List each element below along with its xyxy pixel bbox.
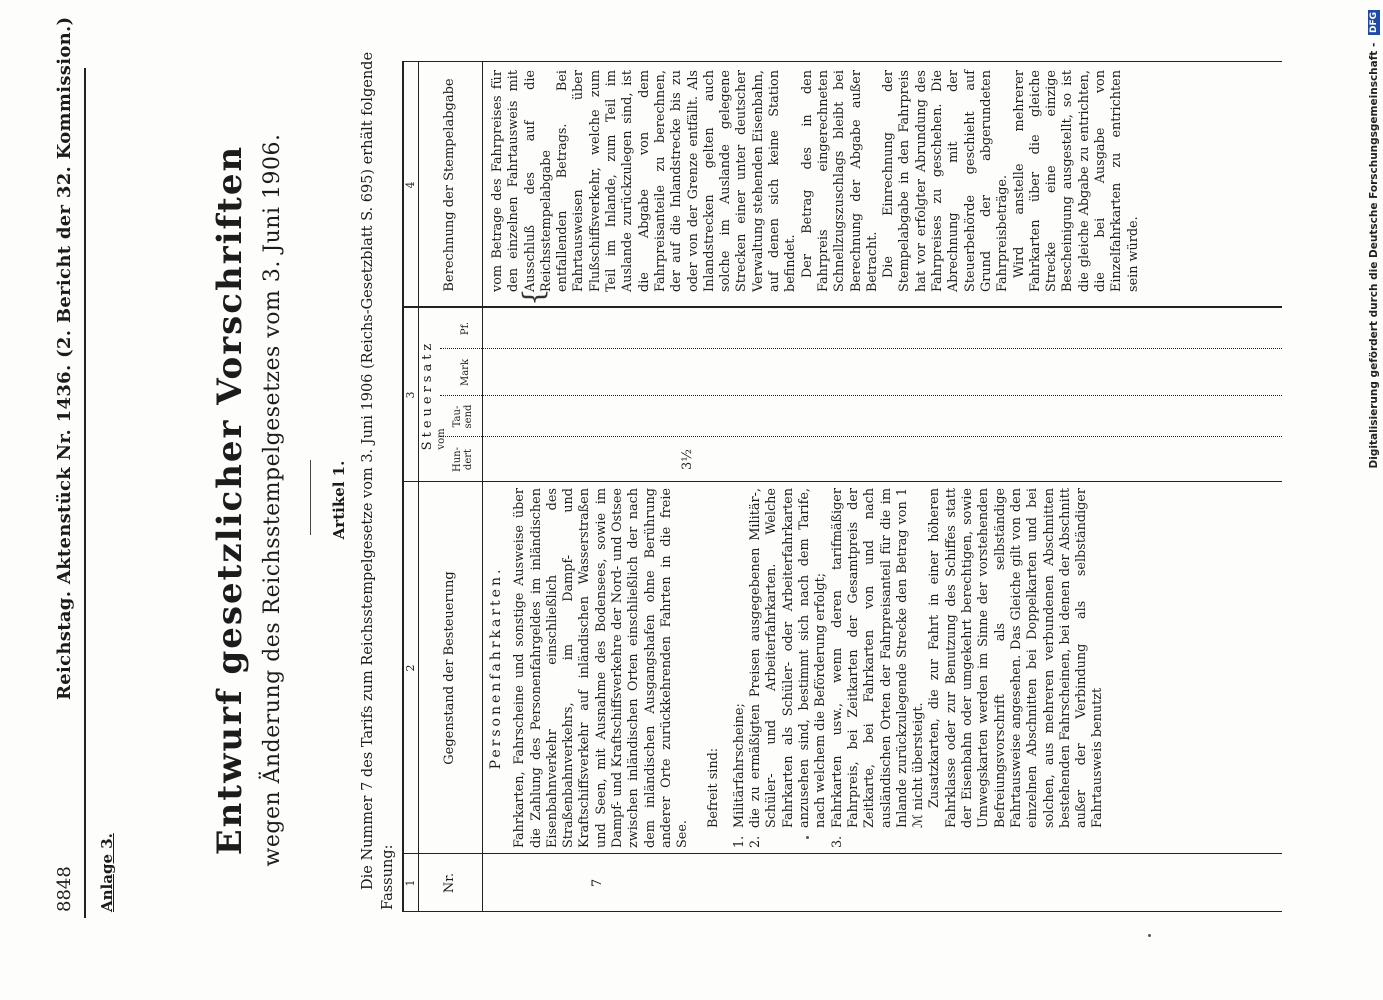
digitization-credit: [1368, 10, 1383, 990]
brace-mark: {: [517, 288, 550, 306]
exemption-item: [732, 488, 748, 848]
header-pf: Pf.: [460, 321, 471, 336]
table-left-border: [402, 911, 1282, 912]
column-divider: [402, 853, 1282, 854]
subcolumn-divider: [440, 395, 1282, 396]
section-heading: Personenfahrkarten.: [488, 566, 504, 770]
zusatzkarten-paragraph: Zusatzkarten, die zur Fahrt in einer höheren Fahrklasse oder zur Benutzung des Schiffes statt der Eisenbahn oder umgekehrt berechtigen, sowie Umwegskarten werden im Sinne der vorstehenden Befreiungsvorschrift als selbständige Fahrtausweise angesehen. Das Gleiche gilt von den einzelnen Abschnitten bei Doppelkarten und bei solchen, aus mehreren verbundenen Abschnitten bestehenden Fahrscheinen, bei denen der Abschnitt außer der Verbindung als selbständiger Fahrtausweis benutzt: [927, 488, 1106, 828]
exemption-text: Fahrkarten usw., wenn deren tarifmäßiger Fahrpreis, bei Zeitkarten der Gesamtpreis der Zeitkarte, bei Fahrkarten von und nach ausländischen Orten der Fahrpreisanteil für die im Inlande zurückzulegende Strecke den Betrag von 1 ℳ nicht übersteigt.: [829, 488, 927, 828]
column-divider: [402, 481, 1282, 482]
column-number-rule: [418, 62, 419, 912]
article-heading: Artikel 1.: [330, 460, 348, 540]
exemption-text: Militärfahrscheine;: [731, 703, 747, 828]
column-number: 1: [404, 879, 417, 887]
berechnung-paragraph: Wird anstelle mehrerer Fahrkarten über die gleiche Strecke eine einzige Bescheinigung ausgestellt, so ist die gleiche Abgabe zu entrichten, die bei Ausgabe von Einzelfahrkarten zu entrichten sein würde.: [1011, 70, 1141, 292]
column-divider: [402, 306, 1282, 308]
row-number: 7: [590, 878, 605, 888]
column-number: 3: [404, 391, 417, 399]
scan-speck: [1148, 934, 1151, 937]
header-hundert: Hun-dert: [452, 447, 474, 472]
column-number: 2: [404, 664, 417, 672]
berechnung-cell: [490, 70, 1142, 292]
header-nr: Nr.: [442, 872, 457, 894]
anlage-label: Anlage 3.: [98, 833, 116, 912]
exemption-number: 2.: [748, 835, 764, 848]
header-mark: Mark: [460, 358, 471, 387]
header-steuersatz: Steuersatz: [420, 339, 435, 451]
header-bottom-rule: [482, 62, 483, 912]
document-subtitle: wegen Änderung des Reichsstempelgesetzes vom 3. Juni 1906.: [260, 133, 285, 867]
header-tausend: Tau-send: [452, 404, 474, 429]
exemption-number: 1.: [731, 835, 747, 848]
header-rule: [84, 68, 86, 918]
document-title: Entwurf gesetzlicher Vorschriften: [210, 144, 250, 856]
running-header: Reichstag. Aktenstück Nr. 1436. (2. Bericht der 32. Kommission.): [54, 16, 75, 700]
header-vom: vom: [436, 428, 447, 450]
subcolumn-divider: [440, 436, 1282, 437]
table-right-border: [402, 61, 1282, 62]
exemption-text: die zu ermäßigten Preisen ausgegebenen Militär-, Schüler- und Arbeiterfahrkarten. Welche Fahrkarten als Schüler- oder Arbeiterfahrkarten anzusehen sind, bestimmt sich nach dem Tarife, nach welchem die Beförderung erfolgt;: [748, 488, 829, 828]
header-gegenstand: Gegenstand der Besteuerung: [442, 571, 457, 765]
column-number: 4: [404, 181, 417, 189]
header-berechnung: Berechnung der Stempelabgabe: [442, 78, 457, 292]
intro-paragraph: Die Nummer 7 des Tarifs zum Reichsstempelgesetze vom 3. Juni 1906 (Reichs-Gesetzblatt S. 695) erhält folgende Fassung:: [360, 51, 396, 910]
berechnung-paragraph: Der Betrag des in den Fahrpreis eingerechneten Schnellzugszuschlags bleibt bei Berechnung der Abgabe außer Betracht.: [799, 70, 880, 292]
befreit-heading: Befreit sind:: [705, 747, 721, 828]
dfg-logo: DFG: [1369, 12, 1379, 34]
subcolumn-divider: [440, 348, 1282, 349]
rate-hundert: 3½: [680, 449, 695, 470]
exemption-item: [748, 488, 829, 848]
title-separator: [310, 460, 311, 535]
digitization-text: Digitalisierung gefördert durch die Deutsche Forschungsgemeinschaft -: [1368, 42, 1380, 469]
berechnung-paragraph: vom Betrage des Fahrpreises für den einzelnen Fahrtausweis mit Ausschluß des auf die Reichsstempelabgabe entfallenden Betrags. Bei Fahrtausweisen über Flußschiffsverkehr, welche zum Teil im Inlande, zum Teil im Auslande zurückzulegen sind, ist die Abgabe von dem Fahrpreisanteile zu berechnen, der auf die Inlandstrecke bis zu oder von der Grenze entfällt. Als Inlandstrecken gelten auch solche im Auslande gelegene Strecken einer unter deutscher Verwaltung stehenden Eisenbahn, auf denen sich keine Station befindet.: [490, 70, 799, 292]
taxable-description: Fahrkarten, Fahrscheine und sonstige Ausweise über die Zahlung des Personenfahrgeldes im inländischen Eisenbahnverkehr einschließlich des Straßenbahnverkehrs, im Dampf- und Kraftschiffsverkehr auf inländischen Wasserstraßen und Seen, mit Ausnahme des Bodensees, sowie im Dampf- und Kraftschiffsverkehre der Nord- und Ostsee zwischen inländischen Orten einschließlich der nach dem inländischen Ausgangshafen ohne Berührung anderer Orte zurückkehrenden Fahrten in die freie See.: [512, 488, 691, 848]
page-number: 8848: [54, 866, 75, 912]
exemption-item: [830, 488, 928, 848]
exemption-number: 3.: [829, 835, 845, 848]
gegenstand-cell: [488, 488, 1107, 848]
scan-speck: [806, 836, 809, 839]
berechnung-paragraph: Die Einrechnung der Stempelabgabe in den Fahrpreis hat vor erfolgter Abrundung des Fahrpreises zu geschehen. Die Abrechnung mit der Steuerbehörde geschieht auf Grund der abgerundeten Fahrpreisbeträge.: [881, 70, 1011, 292]
